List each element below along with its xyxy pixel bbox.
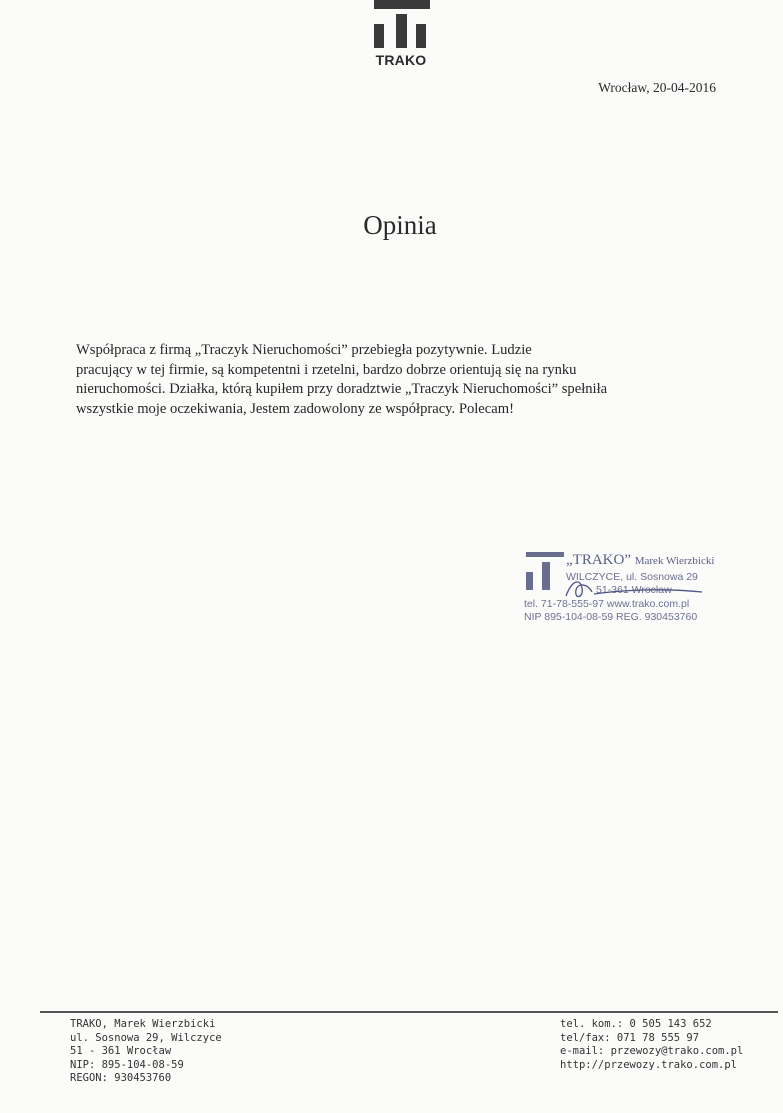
letter-date: Wrocław, 20-04-2016 — [598, 80, 716, 95]
stamp-ids: NIP 895-104-08-59 REG. 930453760 — [524, 611, 698, 623]
footer-right-line: tel/fax: 071 78 555 97 — [560, 1031, 700, 1044]
footer-divider — [40, 1011, 778, 1013]
stamp-contact: tel. 71-78-555-97 www.trako.com.pl — [524, 598, 690, 610]
stamp-company: „TRAKO” — [566, 552, 631, 568]
stamp-owner: Marek Wierzbicki — [634, 555, 715, 567]
footer-left-line: REGON: 930453760 — [70, 1072, 172, 1084]
trako-logo — [368, 0, 438, 75]
footer-left-line: ul. Sosnowa 29, Wilczyce — [70, 1031, 222, 1044]
logo-text: TRAKO — [375, 52, 427, 68]
letter-title: Opinia — [363, 210, 437, 240]
footer-right-line: http://przewozy.trako.com.pl — [560, 1058, 738, 1071]
footer-right-line: tel. kom.: 0 505 143 652 — [560, 1018, 712, 1030]
footer-contact-info — [560, 1018, 743, 1072]
letter-body: Współpraca z firmą „Traczyk Nieruchomości” przebiegła pozytywnie. Ludzie pracujący w tej firmie, są kompetentni i rzetelni, bardzo dobrze orientują się na rynku nieruchomości. Działka, którą kupiłem przy doradztwie „Traczyk Nieruchomości” spełniła wszystkie moje oczekiwania, Jestem zadowolony ze współpracy. Polecam! — [76, 342, 608, 417]
stamp-logo-icon — [522, 552, 566, 592]
company-stamp — [522, 552, 722, 632]
footer-company-info — [70, 1018, 222, 1086]
footer-left-line: 51 - 361 Wrocław — [70, 1045, 172, 1057]
trako-logo-icon — [368, 0, 434, 52]
footer-left-line: TRAKO, Marek Wierzbicki — [70, 1018, 216, 1030]
footer-right-line: e-mail: przewozy@trako.com.pl — [560, 1045, 744, 1057]
stamp-address: WILCZYCE, ul. Sosnowa 29 — [566, 571, 698, 583]
stamp-company-line — [566, 552, 714, 569]
footer-left-line: NIP: 895-104-08-59 — [70, 1058, 184, 1071]
stamp-city: 51-361 Wrocław — [596, 584, 672, 596]
